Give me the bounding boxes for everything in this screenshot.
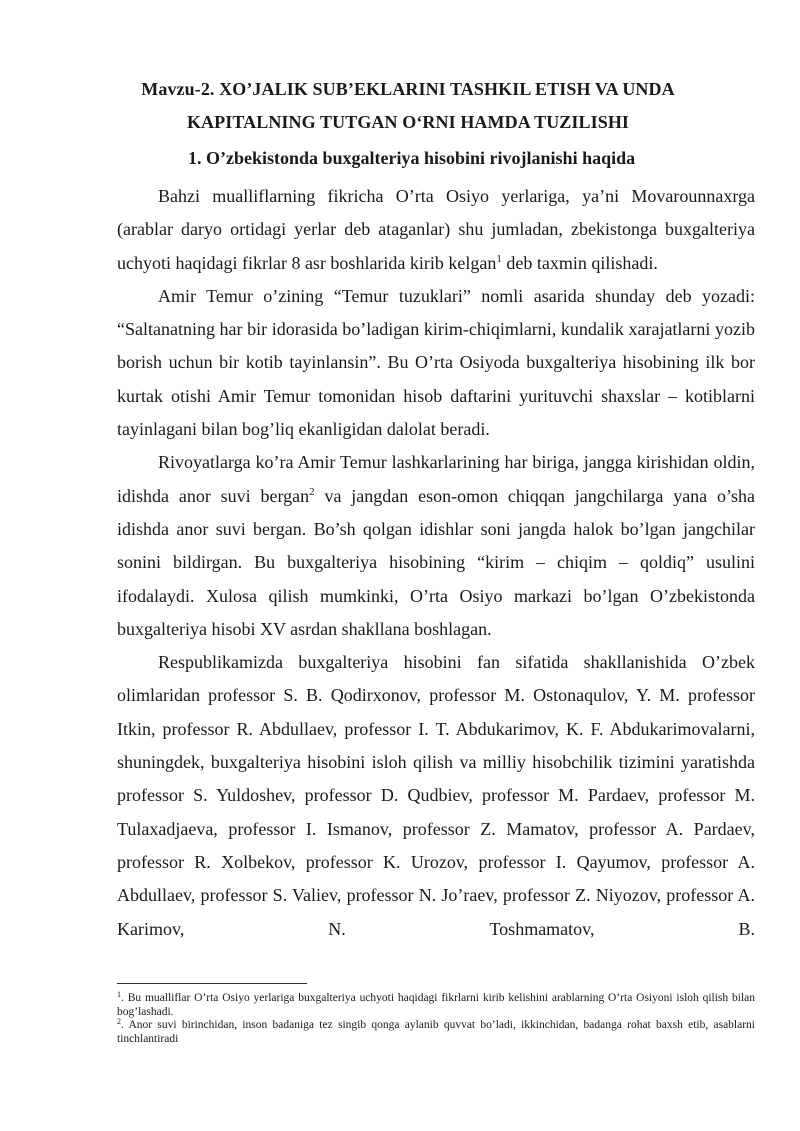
paragraph-4: Respublikamizda buxgalteriya hisobini fan sifatida shakllanishida O’zbek olimlaridan professor S. B. Qodirxonov, professor M. Ostonaqulov, Y. M. professor Itkin, professor R. Abdullaev, professor I. T. Abdukarimov, K. F. Abdukarimovalarni, shuningdek, buxgalteriya hisobini isloh qilish va milliy hisobchilik tizimini yaratishda professor S. Yuldoshev, professor D. Qudbiev, professor M. Pardaev, professor M. Tulaxadjaeva, professor I. Ismanov, professor Z. Mamatov, professor A. Pardaev, professor R. Xolbekov, professor K. Urozov, professor I. Qayumov, professor A. Abdullaev, professor S. Valiev, professor N. Jo’raev, professor Z. Niyozov, professor A. Karimov, N. Toshmamatov, B. xyxy=(117,652,755,939)
topic-title-line-1: Mavzu-2. XO’JALIK SUB’EKLARINI TASHKIL ETISH VA UNDA xyxy=(141,79,675,99)
paragraph-3-text-b: va jangdan eson-omon chiqqan jangchilarga yana o’sha idishda anor suvi bergan. Bo’sh qolgan idishlar soni jangda halok bo’lgan jangchilar sonini bildirgan. Bu buxgalteriya hisobining “kirim – chiqim – qoldiq” usulini ifodalaydi. Xulosa qilish mumkinki, O’rta Osiyo markazi bo’lgan O’zbekistonda buxgalteriya hisobi XV asrdan shakllana boshlagan. xyxy=(117,485,755,639)
paragraph-1-text-a: Bahzi mualliflarning fikricha O’rta Osiyo yerlariga, ya’ni Movarounnaxrga (arablar daryo ortidagi yerlar deb ataganlar) shu jumladan, zbekistonga buxgalteriya uchyoti haqidagi fikrlar 8 asr boshlarida kirib kelgan xyxy=(117,186,755,273)
footnote-1-text: . Bu mualliflar O’rta Osiyo yerlariga buxgalteriya uchyoti haqidagi fikrlarni kirib kelishini arablarning O’rta Osiyoni isloh qilish bilan bog’lashadi. xyxy=(117,992,755,1018)
topic-title-line-2: KAPITALNING TUTGAN O‘RNI HAMDA TUZILISHI xyxy=(186,112,630,132)
paragraph-1-text-b: deb taxmin qilishadi. xyxy=(501,252,658,273)
footnote-1-marker: 1 xyxy=(117,990,121,999)
footnote-ref-2[interactable]: 2 xyxy=(309,485,315,498)
paragraph-3-text-a: Rivoyatlarga ko’ra Amir Temur lashkarlarining har biriga, jangga kirishidan oldin, idishda anor suvi bergan xyxy=(117,452,755,506)
footnote-2 xyxy=(117,1019,755,1046)
section-heading: 1. O’zbekistonda buxgalteriya hisobini rivojlanishi haqida xyxy=(188,148,636,168)
paragraph-2: Amir Temur o’zining “Temur tuzuklari” nomli asarida shunday deb yozadi: “Saltanatning har bir idorasida bo’ladigan kirim-chiqimlarni, kundalik xarajatlarni yozib borish uchun bir kotib tayinlansin”. Bu O’rta Osiyoda buxgalteriya hisobining ilk bor kurtak otishi Amir Temur tomonidan hisob daftarini yurituvchi shaxslar – kotiblarni tayinlagani bilan bog’liq ekanligidan dalolat beradi. xyxy=(117,285,755,440)
paragraph-3 xyxy=(117,446,755,646)
body-text xyxy=(117,180,755,946)
footnote-1 xyxy=(117,992,755,1019)
footnote-2-text: . Anor suvi birinchidan, inson badaniga tez singib qonga aylanib quvvat bo’ladi, ikkinchidan, badanga rohat baxsh etib, asablarni tinchlantiradi xyxy=(117,1019,755,1045)
footnote-ref-1[interactable]: 1 xyxy=(496,252,502,265)
paragraph-1 xyxy=(117,180,755,280)
footnote-2-marker: 2 xyxy=(117,1017,121,1026)
footnotes xyxy=(117,992,755,1046)
footnote-separator xyxy=(117,983,307,984)
